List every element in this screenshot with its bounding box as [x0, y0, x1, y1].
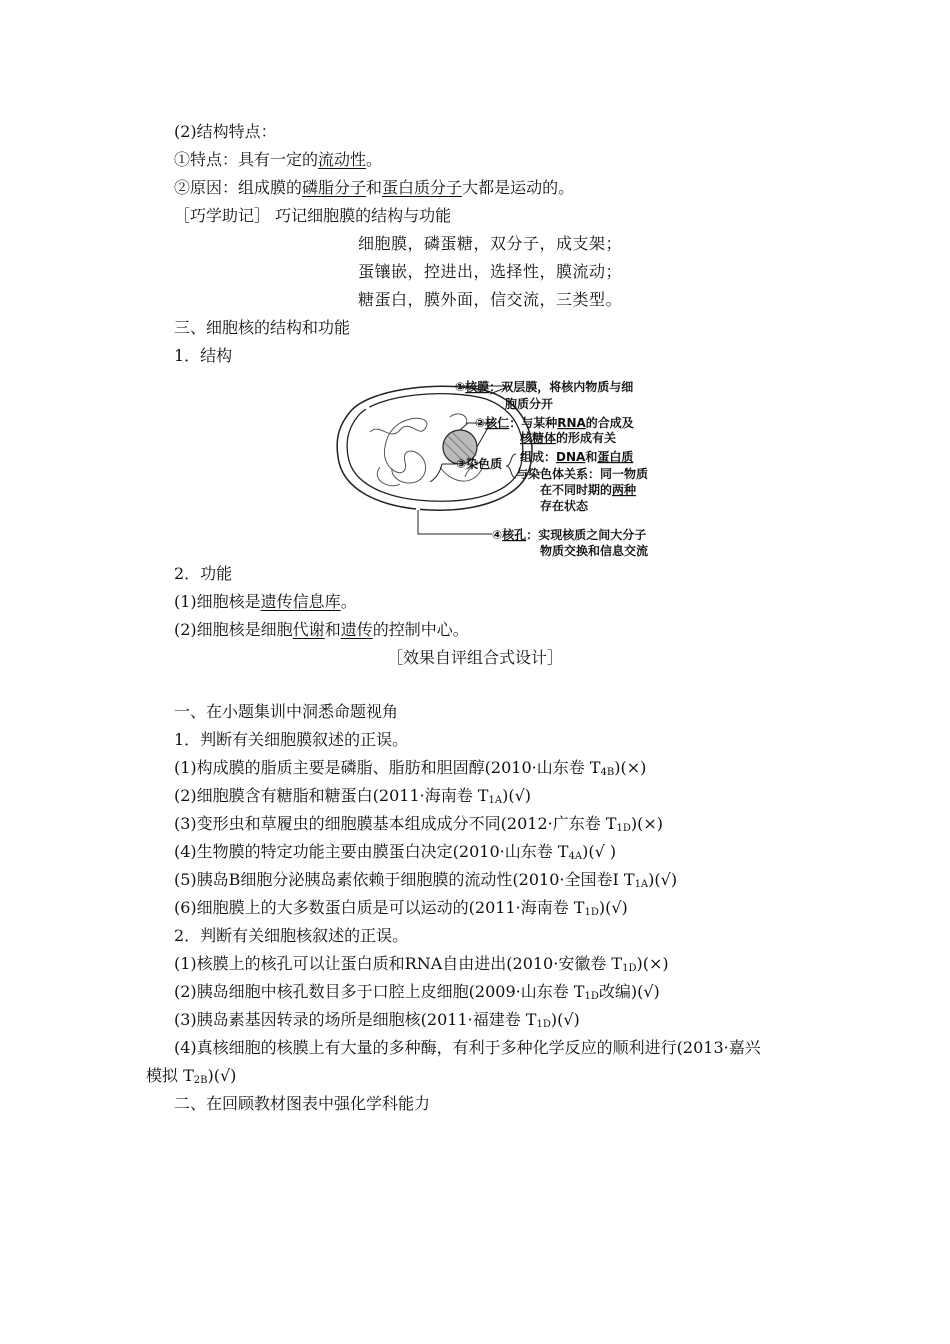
leader-line-3: [430, 464, 456, 482]
label-nucleolus: ②核仁：与某种RNA的合成及: [475, 416, 634, 430]
struct-reason: ②原因：组成膜的磷脂分子和蛋白质分子大都是运动的。: [174, 178, 575, 197]
mnemonic-line: 糖蛋白，膜外面，信交流，三类型。: [358, 290, 623, 309]
nuclear-envelope-outer: [337, 386, 532, 510]
nucleus-heading: 三、细胞核的结构和功能: [174, 318, 351, 337]
question-1-item: (6)细胞膜上的大多数蛋白质是可以运动的(2011·海南卷 $T_{1D})(√)$: [174, 898, 628, 918]
structure-subheading: 1．结构: [174, 346, 233, 365]
question-2: 2．判断有关细胞核叙述的正误。: [174, 926, 409, 945]
mnemonic-line: 细胞膜，磷蛋糖，双分子，成支架；: [358, 234, 623, 253]
mnemonic-title: ［巧学助记］ 巧记细胞膜的结构与功能: [174, 206, 452, 225]
function-subheading: 2．功能: [174, 564, 233, 583]
label-chromatin-relation-cont2: 存在状态: [540, 499, 589, 513]
struct-feature: ①特点：具有一定的流动性。: [174, 150, 383, 169]
function-item-2: (2)细胞核是细胞代谢和遗传的控制中心。: [174, 620, 469, 639]
label-chromatin-relation-cont: 在不同时期的两种: [540, 483, 637, 497]
nucleus-structure-diagram: [330, 372, 660, 562]
review-part-2: 二、在回顾教材图表中强化学科能力: [174, 1094, 431, 1113]
question-1-item: (3)变形虫和草履虫的细胞膜基本组成成分不同(2012·广东卷 $T_{1D})(\times)$: [174, 814, 664, 834]
question-2-item: (3)胰岛素基因转录的场所是细胞核(2011·福建卷 $T_{1D})(√)$: [174, 1010, 580, 1030]
label-nuclear-membrane-cont: 胞质分开: [505, 397, 554, 411]
question-2-item-cont: 模拟 $T_{2B})(√)$: [146, 1066, 237, 1086]
mnemonic-line: 蛋镶嵌，控进出，选择性，膜流动；: [358, 262, 623, 281]
nuclear-envelope-inner: [347, 394, 523, 502]
struct-heading: (2)结构特点：: [174, 122, 277, 141]
label-nucleolus-cont: 核糖体的形成有关: [520, 431, 617, 445]
label-nuclear-pore-cont: 物质交换和信息交流: [540, 544, 649, 558]
question-1-item: (2)细胞膜含有糖脂和糖蛋白(2011·海南卷 $T_{1A})(√)$: [174, 786, 531, 806]
label-chromatin-composition: 组成：DNA和蛋白质: [520, 450, 634, 464]
leader-line-4: [418, 510, 492, 534]
question-1-item: (4)生物膜的特定功能主要由膜蛋白决定(2010·山东卷 $T_{4A})(√$ ): [174, 842, 617, 862]
function-item-1: (1)细胞核是遗传信息库。: [174, 592, 357, 611]
label-nuclear-pore: ④核孔：实现核质之间大分子: [492, 528, 647, 542]
chromatin-brace: [506, 454, 516, 478]
label-chromatin-relation: 与染色体关系：同一物质: [516, 467, 649, 481]
label-nuclear-membrane: ①核膜：双层膜，将核内物质与细: [455, 380, 634, 394]
nuclear-pore: [366, 406, 372, 414]
review-part-1: 一、在小题集训中洞悉命题视角: [174, 702, 399, 721]
question-1: 1．判断有关细胞膜叙述的正误。: [174, 730, 409, 749]
label-chromatin: ③染色质: [456, 457, 503, 471]
question-2-item: (2)胰岛细胞中核孔数目多于口腔上皮细胞(2009·山东卷 $T_{1D}$改编)(√): [174, 982, 660, 1002]
question-2-item: (1)核膜上的核孔可以让蛋白质和RNA自由进出(2010·安徽卷 $T_{1D})(\times)$: [174, 954, 669, 974]
question-2-item: (4)真核细胞的核膜上有大量的多种酶，有利于多种化学反应的顺利进行(2013·嘉兴: [174, 1038, 761, 1057]
question-1-item: (1)构成膜的脂质主要是磷脂、脂肪和胆固醇(2010·山东卷 $T_{4B})(\times)$: [174, 758, 647, 778]
review-title: ［效果自评组合式设计］: [386, 648, 563, 667]
question-1-item: (5)胰岛B细胞分泌胰岛素依赖于细胞膜的流动性(2010·全国卷Ⅰ $T_{1A})(√)$: [174, 870, 678, 890]
